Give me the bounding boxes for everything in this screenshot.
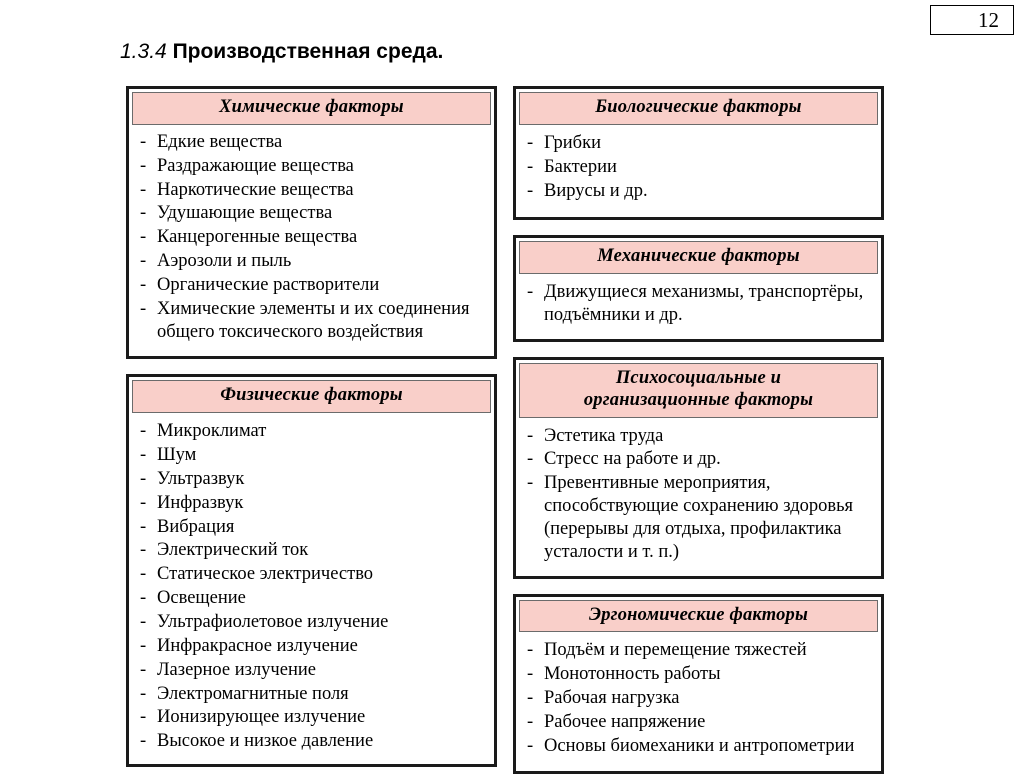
bullet-dash-icon: - — [527, 132, 534, 153]
bullet-dash-icon: - — [140, 421, 147, 442]
list-item — [140, 250, 483, 273]
bullet-dash-icon: - — [527, 664, 534, 685]
list-item — [140, 683, 483, 706]
list-item-text: Ультрафиолетовое излучение — [157, 612, 389, 632]
list-item-text: Аэрозоли и пыль — [157, 251, 292, 272]
list-item — [140, 611, 483, 634]
factor-box-psychosocial — [513, 357, 884, 579]
factor-box-header-psychosocial — [519, 363, 878, 418]
list-item — [140, 730, 483, 753]
list-item — [140, 298, 483, 344]
list-item-text: Инфразвук — [157, 492, 244, 513]
bullet-dash-icon: - — [527, 735, 534, 756]
factor-box-biological — [513, 86, 884, 220]
bullet-dash-icon: - — [140, 659, 147, 680]
header-line: Механические факторы — [597, 246, 800, 267]
list-item — [140, 516, 483, 539]
list-item-text: Эстетика труда — [544, 425, 664, 446]
factor-box-body-psychosocial — [519, 418, 878, 573]
header-line: Биологические факторы — [595, 97, 802, 117]
list-item-text: Лазерное излучение — [157, 659, 316, 680]
list-item-text: Вирусы и др. — [544, 180, 648, 201]
list-item — [140, 563, 483, 586]
bullet-dash-icon: - — [140, 612, 147, 632]
list-item-text: Ионизирующее излучение — [157, 707, 366, 728]
right-column — [513, 86, 884, 774]
list-item — [527, 735, 870, 758]
list-item — [527, 472, 870, 563]
list-item-text: Движущиеся механизмы, транспортёры, подъёмники и др. — [544, 282, 864, 326]
list-item — [527, 156, 870, 179]
list-item-text: Освещение — [157, 588, 246, 609]
bullet-dash-icon: - — [140, 468, 147, 489]
list-item — [140, 539, 483, 562]
factor-box-header-ergonomic — [519, 600, 878, 633]
list-item — [140, 226, 483, 249]
list-item — [527, 663, 870, 686]
list-item — [140, 587, 483, 610]
list-item-text: Основы биомеханики и антропометрии — [544, 735, 855, 756]
bullet-dash-icon: - — [140, 707, 147, 728]
list-item — [527, 639, 870, 662]
factor-box-header-mechanical — [519, 241, 878, 274]
list-item — [140, 706, 483, 729]
left-column — [126, 86, 497, 767]
header-line: организационные факторы — [583, 389, 814, 410]
bullet-dash-icon: - — [140, 635, 147, 656]
list-item — [140, 444, 483, 467]
list-item-text: Стресс на работе и др. — [544, 449, 721, 470]
list-item — [527, 448, 870, 471]
list-item-text: Органические растворители — [157, 274, 380, 295]
header-line: Физические факторы — [220, 385, 403, 406]
bullet-dash-icon: - — [140, 131, 147, 152]
list-item-text: Раздражающие вещества — [157, 155, 354, 176]
bullet-dash-icon: - — [140, 298, 147, 319]
list-item-text: Едкие вещества — [157, 131, 283, 152]
factor-box-physical — [126, 374, 497, 767]
bullet-dash-icon: - — [140, 203, 147, 224]
list-item — [527, 132, 870, 155]
bullet-dash-icon: - — [140, 179, 147, 200]
list-item-text: Монотонность работы — [544, 664, 721, 685]
list-item — [140, 492, 483, 515]
list-item — [140, 274, 483, 297]
bullet-dash-icon: - — [527, 688, 534, 709]
list-item-text: Высокое и низкое давление — [157, 731, 374, 752]
bullet-dash-icon: - — [140, 274, 147, 295]
factor-box-body-chemical — [132, 125, 491, 354]
list-item-text: Грибки — [544, 132, 601, 153]
factor-box-body-ergonomic — [519, 632, 878, 767]
list-item-text: Наркотические вещества — [157, 179, 354, 200]
list-item — [527, 711, 870, 734]
list-item — [527, 180, 870, 203]
bullet-dash-icon: - — [527, 425, 534, 446]
list-item — [140, 202, 483, 225]
bullet-dash-icon: - — [527, 473, 534, 494]
factor-box-header-biological — [519, 92, 878, 125]
list-item-text: Вибрация — [157, 516, 235, 537]
bullet-dash-icon: - — [140, 588, 147, 609]
factor-box-header-chemical — [132, 92, 491, 125]
list-item-text: Превентивные мероприятия, способствующие сохранению здоровья (перерывы для отдыха, профилактика усталости и т. п.) — [544, 473, 854, 562]
list-item — [527, 425, 870, 448]
bullet-dash-icon: - — [140, 155, 147, 176]
bullet-dash-icon: - — [527, 180, 534, 201]
bullet-dash-icon: - — [527, 640, 534, 661]
page-title-text: Производственная среда. — [172, 40, 444, 63]
list-item-text: Электромагнитные поля — [157, 683, 349, 704]
factor-box-body-physical — [132, 413, 491, 761]
page-number: 12 — [978, 7, 999, 32]
list-item-text: Рабочее напряжение — [544, 711, 706, 732]
header-line: Эргономические факторы — [588, 604, 809, 625]
factor-box-mechanical — [513, 235, 884, 342]
list-item-text: Бактерии — [544, 156, 617, 177]
list-item-text: Шум — [157, 445, 197, 466]
factor-box-body-biological — [519, 125, 878, 215]
list-item — [140, 179, 483, 202]
bullet-dash-icon: - — [527, 282, 534, 303]
page-title — [120, 40, 443, 64]
page-title-number: 1.3.4 — [120, 40, 167, 63]
list-item — [140, 420, 483, 443]
bullet-dash-icon: - — [140, 731, 147, 752]
list-item-text: Рабочая нагрузка — [544, 688, 680, 709]
list-item — [527, 281, 870, 327]
factor-box-chemical — [126, 86, 497, 359]
header-line: Химические факторы — [219, 97, 404, 117]
list-item-text: Микроклимат — [157, 421, 267, 442]
list-item-text: Электрический ток — [157, 540, 309, 561]
bullet-dash-icon: - — [140, 564, 147, 585]
list-item — [140, 131, 483, 154]
factor-box-header-physical — [132, 380, 491, 413]
list-item-text: Канцерогенные вещества — [157, 227, 358, 248]
list-item-text: Ультразвук — [157, 468, 245, 489]
list-item-text: Подъём и перемещение тяжестей — [544, 640, 807, 661]
bullet-dash-icon: - — [140, 683, 147, 704]
bullet-dash-icon: - — [140, 516, 147, 537]
list-item — [140, 635, 483, 658]
bullet-dash-icon: - — [140, 492, 147, 513]
list-item — [527, 687, 870, 710]
bullet-dash-icon: - — [527, 711, 534, 732]
bullet-dash-icon: - — [527, 449, 534, 470]
list-item — [140, 659, 483, 682]
bullet-dash-icon: - — [140, 445, 147, 466]
list-item — [140, 155, 483, 178]
list-item-text: Химические элементы и их соединения общего токсического воздействия — [157, 298, 470, 342]
list-item — [140, 468, 483, 491]
list-item-text: Удушающие вещества — [157, 203, 333, 224]
page-number-badge — [930, 5, 1014, 35]
bullet-dash-icon: - — [527, 156, 534, 177]
header-line: Психосоциальные и — [615, 367, 782, 388]
list-item-text: Статическое электричество — [157, 564, 374, 585]
bullet-dash-icon: - — [140, 227, 147, 248]
factor-box-ergonomic — [513, 594, 884, 774]
bullet-dash-icon: - — [140, 251, 147, 272]
bullet-dash-icon: - — [140, 540, 147, 561]
factor-box-body-mechanical — [519, 274, 878, 336]
list-item-text: Инфракрасное излучение — [157, 635, 358, 656]
